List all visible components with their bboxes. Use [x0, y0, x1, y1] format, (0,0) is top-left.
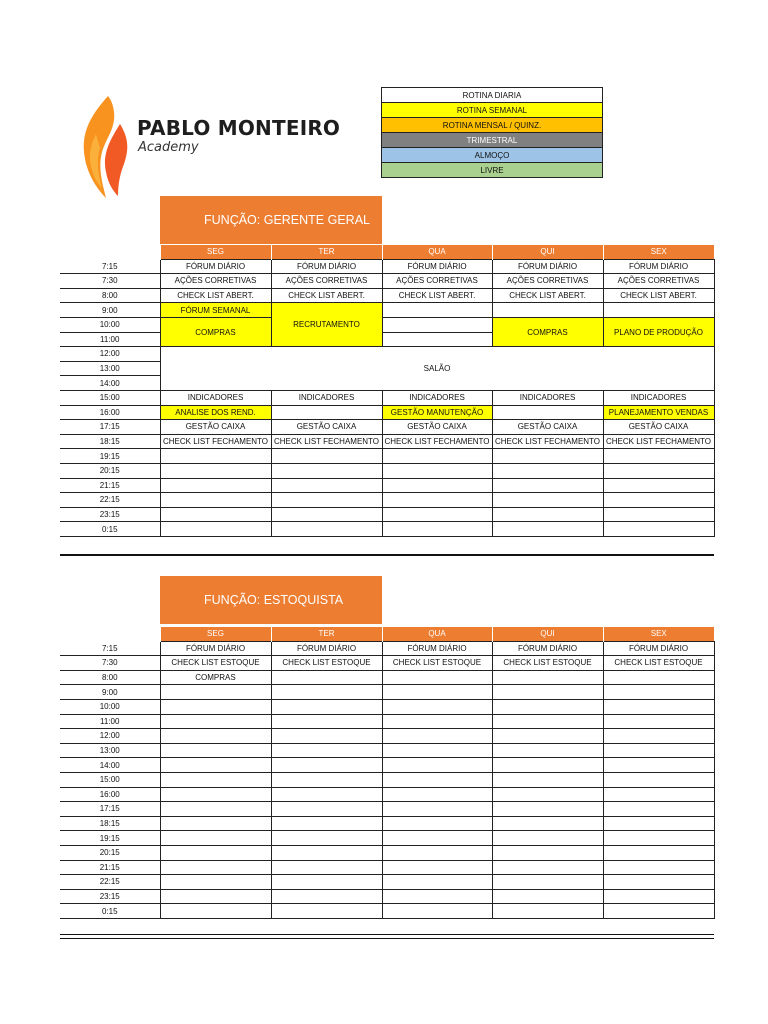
time-label: 7:30 [60, 274, 160, 289]
empty-cell [160, 478, 271, 493]
task-cell: INDICADORES [271, 390, 382, 405]
empty-cell [603, 802, 714, 817]
empty-cell [603, 758, 714, 773]
time-label: 9:00 [60, 303, 160, 318]
task-cell: AÇÕES CORRETIVAS [382, 274, 492, 289]
task-cell: CHECK LIST FECHAMENTO [382, 434, 492, 449]
empty-cell [382, 729, 492, 744]
empty-cell [160, 493, 271, 508]
empty-cell [492, 522, 603, 537]
empty-cell [382, 478, 492, 493]
empty-cell [603, 493, 714, 508]
task-cell: CHECK LIST ABERT. [382, 288, 492, 303]
empty-cell [492, 889, 603, 904]
empty-cell [492, 904, 603, 919]
task-cell-salao: SALÃO [160, 347, 714, 391]
time-label: 19:15 [60, 449, 160, 464]
task-cell: GESTÃO CAIXA [271, 420, 382, 435]
empty-cell [271, 787, 382, 802]
empty-cell [160, 860, 271, 875]
time-label: 13:00 [60, 361, 160, 376]
task-cell: GESTÃO CAIXA [382, 420, 492, 435]
task-cell: AÇÕES CORRETIVAS [160, 274, 271, 289]
empty-cell [271, 699, 382, 714]
empty-cell [382, 522, 492, 537]
empty-cell [160, 449, 271, 464]
empty-cell [382, 332, 492, 347]
time-label: 14:00 [60, 376, 160, 391]
empty-cell [160, 772, 271, 787]
legend-item: ALMOÇO [382, 148, 603, 163]
task-cell: AÇÕES CORRETIVAS [271, 274, 382, 289]
empty-cell [160, 743, 271, 758]
empty-cell [382, 685, 492, 700]
task-cell: INDICADORES [492, 390, 603, 405]
task-cell: COMPRAS [492, 317, 603, 346]
empty-cell [271, 685, 382, 700]
task-cell: CHECK LIST ABERT. [160, 288, 271, 303]
time-label: 18:15 [60, 434, 160, 449]
empty-cell [160, 507, 271, 522]
time-label: 20:15 [60, 845, 160, 860]
time-label: 23:15 [60, 889, 160, 904]
empty-cell [271, 729, 382, 744]
task-cell: INDICADORES [382, 390, 492, 405]
empty-cell [492, 875, 603, 890]
section-divider [60, 554, 714, 556]
task-cell: GESTÃO CAIXA [160, 420, 271, 435]
time-label: 19:15 [60, 831, 160, 846]
empty-cell [382, 875, 492, 890]
task-cell: CHECK LIST FECHAMENTO [603, 434, 714, 449]
task-cell: CHECK LIST ABERT. [603, 288, 714, 303]
task-cell: FÓRUM DIÁRIO [160, 259, 271, 274]
empty-cell [492, 758, 603, 773]
empty-cell [271, 478, 382, 493]
task-cell: PLANEJAMENTO VENDAS [603, 405, 714, 420]
time-label: 16:00 [60, 787, 160, 802]
day-header: SEX [603, 245, 714, 259]
empty-cell [160, 904, 271, 919]
empty-cell [382, 449, 492, 464]
time-label: 0:15 [60, 522, 160, 537]
empty-cell [603, 714, 714, 729]
empty-cell [382, 787, 492, 802]
empty-cell [492, 478, 603, 493]
empty-cell [603, 816, 714, 831]
function-title: FUNÇÃO: ESTOQUISTA [160, 576, 382, 624]
empty-cell [382, 889, 492, 904]
empty-cell [603, 875, 714, 890]
empty-cell [271, 522, 382, 537]
day-header: TER [271, 245, 382, 259]
empty-cell [492, 816, 603, 831]
empty-cell [382, 772, 492, 787]
task-cell: FÓRUM DIÁRIO [271, 259, 382, 274]
empty-cell [492, 787, 603, 802]
time-label: 15:00 [60, 772, 160, 787]
empty-cell [492, 463, 603, 478]
task-cell: AÇÕES CORRETIVAS [603, 274, 714, 289]
task-cell: FÓRUM DIÁRIO [382, 641, 492, 656]
empty-cell [160, 875, 271, 890]
legend-item: ROTINA SEMANAL [382, 103, 603, 118]
empty-cell [603, 787, 714, 802]
empty-cell [160, 685, 271, 700]
empty-cell [160, 699, 271, 714]
empty-cell [382, 904, 492, 919]
section-divider [60, 934, 714, 935]
task-cell: FÓRUM DIÁRIO [382, 259, 492, 274]
empty-cell [382, 758, 492, 773]
corner-cell [60, 245, 160, 259]
time-label: 13:00 [60, 743, 160, 758]
empty-cell [160, 463, 271, 478]
brand-subtitle: Academy [138, 140, 199, 155]
empty-cell [603, 303, 714, 318]
time-label: 21:15 [60, 860, 160, 875]
schedule-estoquista [60, 627, 715, 919]
empty-cell [492, 743, 603, 758]
task-cell: RECRUTAMENTO [271, 303, 382, 347]
empty-cell [382, 493, 492, 508]
empty-cell [382, 507, 492, 522]
empty-cell [271, 670, 382, 685]
empty-cell [382, 303, 492, 318]
legend-item: LIVRE [382, 163, 603, 178]
empty-cell [160, 758, 271, 773]
empty-cell [603, 845, 714, 860]
empty-cell [271, 889, 382, 904]
task-cell: COMPRAS [160, 670, 271, 685]
empty-cell [492, 685, 603, 700]
empty-cell [160, 845, 271, 860]
task-cell: INDICADORES [160, 390, 271, 405]
task-cell: CHECK LIST ESTOQUE [160, 656, 271, 671]
empty-cell [492, 845, 603, 860]
empty-cell [271, 875, 382, 890]
flame-icon [80, 94, 132, 200]
empty-cell [271, 405, 382, 420]
task-cell: CHECK LIST ESTOQUE [271, 656, 382, 671]
empty-cell [271, 904, 382, 919]
task-cell: FÓRUM DIÁRIO [603, 259, 714, 274]
task-cell: CHECK LIST ABERT. [271, 288, 382, 303]
empty-cell [382, 845, 492, 860]
empty-cell [160, 729, 271, 744]
task-cell: FÓRUM SEMANAL [160, 303, 271, 318]
empty-cell [382, 699, 492, 714]
empty-cell [603, 463, 714, 478]
empty-cell [603, 772, 714, 787]
task-cell: GESTÃO CAIXA [603, 420, 714, 435]
schedule-gerente [60, 245, 715, 537]
time-label: 11:00 [60, 714, 160, 729]
empty-cell [382, 463, 492, 478]
task-cell: GESTÃO CAIXA [492, 420, 603, 435]
empty-cell [382, 317, 492, 332]
time-label: 10:00 [60, 699, 160, 714]
empty-cell [271, 831, 382, 846]
empty-cell [492, 670, 603, 685]
empty-cell [603, 670, 714, 685]
empty-cell [492, 729, 603, 744]
empty-cell [603, 904, 714, 919]
brand-logo [80, 94, 340, 204]
corner-cell [60, 627, 160, 641]
legend-item: TRIMESTRAL [382, 133, 603, 148]
empty-cell [160, 522, 271, 537]
task-cell: FÓRUM DIÁRIO [603, 641, 714, 656]
empty-cell [603, 729, 714, 744]
empty-cell [160, 802, 271, 817]
empty-cell [492, 303, 603, 318]
empty-cell [603, 743, 714, 758]
time-label: 7:15 [60, 259, 160, 274]
time-label: 22:15 [60, 493, 160, 508]
time-label: 14:00 [60, 758, 160, 773]
empty-cell [160, 787, 271, 802]
empty-cell [382, 831, 492, 846]
task-cell: INDICADORES [603, 390, 714, 405]
legend-item: ROTINA DIARIA [382, 88, 603, 103]
task-cell: FÓRUM DIÁRIO [492, 259, 603, 274]
empty-cell [492, 507, 603, 522]
day-header: QUI [492, 245, 603, 259]
empty-cell [271, 816, 382, 831]
time-label: 12:00 [60, 729, 160, 744]
empty-cell [603, 478, 714, 493]
empty-cell [271, 860, 382, 875]
empty-cell [603, 860, 714, 875]
empty-cell [160, 831, 271, 846]
time-label: 0:15 [60, 904, 160, 919]
empty-cell [492, 802, 603, 817]
task-cell: CHECK LIST ESTOQUE [603, 656, 714, 671]
empty-cell [603, 507, 714, 522]
empty-cell [492, 493, 603, 508]
section-divider [60, 938, 714, 939]
empty-cell [271, 772, 382, 787]
empty-cell [492, 699, 603, 714]
empty-cell [492, 405, 603, 420]
time-label: 21:15 [60, 478, 160, 493]
day-header: QUI [492, 627, 603, 641]
empty-cell [271, 758, 382, 773]
day-header: TER [271, 627, 382, 641]
empty-cell [492, 860, 603, 875]
task-cell: GESTÃO MANUTENÇÃO [382, 405, 492, 420]
empty-cell [271, 802, 382, 817]
empty-cell [603, 449, 714, 464]
day-header: SEX [603, 627, 714, 641]
empty-cell [492, 449, 603, 464]
empty-cell [382, 743, 492, 758]
empty-cell [271, 714, 382, 729]
empty-cell [271, 743, 382, 758]
empty-cell [492, 831, 603, 846]
task-cell: CHECK LIST FECHAMENTO [492, 434, 603, 449]
empty-cell [382, 802, 492, 817]
day-header: SEG [160, 627, 271, 641]
empty-cell [603, 889, 714, 904]
time-label: 23:15 [60, 507, 160, 522]
day-header: SEG [160, 245, 271, 259]
time-label: 7:15 [60, 641, 160, 656]
time-label: 15:00 [60, 390, 160, 405]
task-cell: CHECK LIST FECHAMENTO [160, 434, 271, 449]
task-cell: FÓRUM DIÁRIO [492, 641, 603, 656]
color-legend [381, 87, 603, 178]
empty-cell [160, 714, 271, 729]
task-cell: ANALISE DOS REND. [160, 405, 271, 420]
time-label: 9:00 [60, 685, 160, 700]
empty-cell [382, 714, 492, 729]
task-cell: FÓRUM DIÁRIO [160, 641, 271, 656]
task-cell: PLANO DE PRODUÇÃO [603, 317, 714, 346]
empty-cell [382, 670, 492, 685]
empty-cell [160, 889, 271, 904]
task-cell: FÓRUM DIÁRIO [271, 641, 382, 656]
time-label: 12:00 [60, 347, 160, 362]
time-label: 8:00 [60, 288, 160, 303]
empty-cell [271, 507, 382, 522]
empty-cell [603, 522, 714, 537]
task-cell: CHECK LIST ESTOQUE [382, 656, 492, 671]
task-cell: CHECK LIST FECHAMENTO [271, 434, 382, 449]
time-label: 10:00 [60, 317, 160, 332]
task-cell: COMPRAS [160, 317, 271, 346]
empty-cell [603, 699, 714, 714]
task-cell: AÇÕES CORRETIVAS [492, 274, 603, 289]
empty-cell [271, 845, 382, 860]
task-cell: CHECK LIST ESTOQUE [492, 656, 603, 671]
empty-cell [160, 816, 271, 831]
time-label: 7:30 [60, 656, 160, 671]
time-label: 17:15 [60, 802, 160, 817]
empty-cell [271, 493, 382, 508]
empty-cell [271, 463, 382, 478]
time-label: 17:15 [60, 420, 160, 435]
time-label: 11:00 [60, 332, 160, 347]
empty-cell [382, 816, 492, 831]
legend-item: ROTINA MENSAL / QUINZ. [382, 118, 603, 133]
time-label: 16:00 [60, 405, 160, 420]
empty-cell [603, 831, 714, 846]
brand-name: PABLO MONTEIRO [137, 116, 341, 140]
time-label: 18:15 [60, 816, 160, 831]
time-label: 22:15 [60, 875, 160, 890]
empty-cell [492, 772, 603, 787]
empty-cell [271, 449, 382, 464]
time-label: 8:00 [60, 670, 160, 685]
empty-cell [382, 860, 492, 875]
function-title: FUNÇÃO: GERENTE GERAL [160, 196, 382, 244]
time-label: 20:15 [60, 463, 160, 478]
empty-cell [603, 685, 714, 700]
day-header: QUA [382, 627, 492, 641]
task-cell: CHECK LIST ABERT. [492, 288, 603, 303]
day-header: QUA [382, 245, 492, 259]
empty-cell [492, 714, 603, 729]
